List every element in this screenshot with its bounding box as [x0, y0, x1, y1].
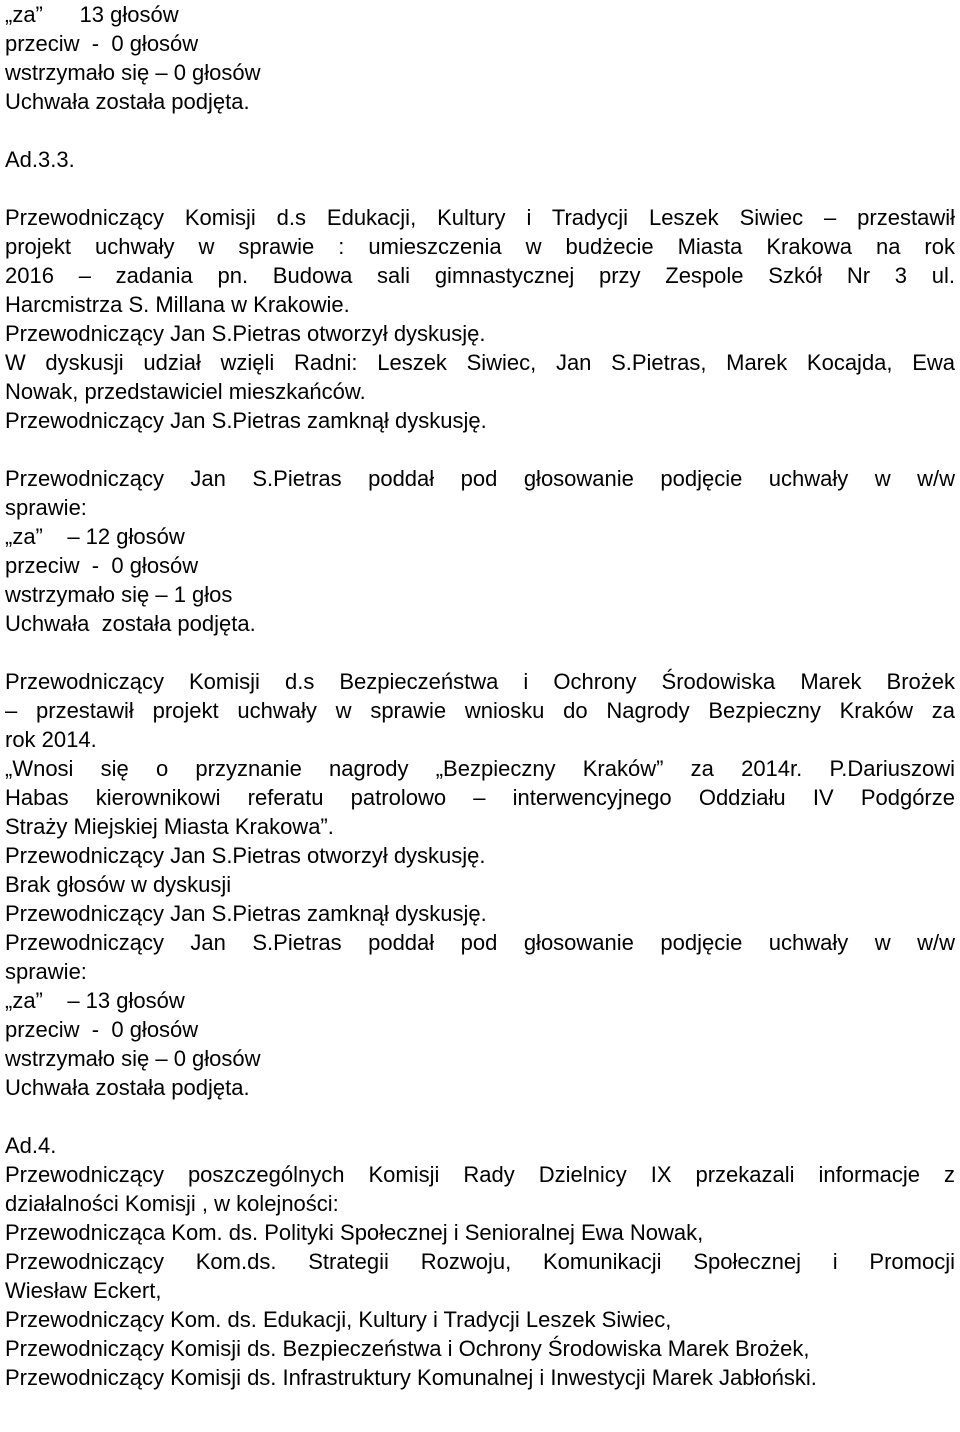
ad4-committee-item: Przewodniczący Kom.ds. Strategii Rozwoju, Komunikacji Społecznej i Promocji: [5, 1249, 955, 1274]
ad33-intro-line: Przewodniczący Komisji d.s Edukacji, Kultury i Tradycji Leszek Siwiec – przestawił: [5, 205, 955, 230]
award-wnosi-line: Straży Miejskiej Miasta Krakowa”.: [5, 814, 334, 839]
ad33-vote-result: Uchwała została podjęta.: [5, 611, 256, 636]
ad4-intro-line: działalności Komisji , w kolejności:: [5, 1191, 339, 1216]
ad33-sprawie: sprawie:: [5, 495, 87, 520]
award-vote-wstrzymalo: wstrzymało się – 0 głosów: [5, 1046, 261, 1071]
award-no-voices: Brak głosów w dyskusji: [5, 872, 232, 897]
ad33-vote-intro: Przewodniczący Jan S.Pietras poddał pod głosowanie podjęcie uchwały w w/w: [5, 466, 955, 491]
vote1-result: Uchwała została podjęta.: [5, 89, 250, 114]
award-discussion-opened: Przewodniczący Jan S.Pietras otworzył dyskusję.: [5, 843, 486, 868]
award-wnosi-line: Habas kierownikowi referatu patrolowo – interwencyjnego Oddziału IV Podgórze: [5, 785, 955, 810]
ad33-discussion-line: Nowak, przedstawiciel mieszkańców.: [5, 379, 366, 404]
award-wnosi-line: „Wnosi się o przyznanie nagrody „Bezpieczny Kraków” za 2014r. P.Dariuszowi: [5, 756, 955, 781]
ad33-discussion-opened: Przewodniczący Jan S.Pietras otworzył dyskusję.: [5, 321, 486, 346]
award-vote-intro: Przewodniczący Jan S.Pietras poddał pod głosowanie podjęcie uchwały w w/w: [5, 930, 955, 955]
ad33-discussion-line: W dyskusji udział wzięli Radni: Leszek Siwiec, Jan S.Pietras, Marek Kocajda, Ewa: [5, 350, 955, 375]
document-page: [5, 0, 955, 1392]
ad33-vote-za: „za” – 12 głosów: [5, 524, 185, 549]
ad33-intro-line: projekt uchwały w sprawie : umieszczenia w budżecie Miasta Krakowa na rok: [5, 234, 955, 259]
spacer: [5, 1102, 955, 1131]
award-vote-przeciw: przeciw - 0 głosów: [5, 1017, 199, 1042]
vote1-wstrzymalo: wstrzymało się – 0 głosów: [5, 60, 261, 85]
ad33-heading: Ad.3.3.: [5, 147, 75, 172]
spacer: [5, 638, 955, 667]
ad4-committee-item: Przewodniczący Komisji ds. Bezpieczeństwa i Ochrony Środowiska Marek Brożek,: [5, 1336, 810, 1361]
ad4-committee-item: Przewodnicząca Kom. ds. Polityki Społecznej i Senioralnej Ewa Nowak,: [5, 1220, 704, 1245]
ad4-intro-line: Przewodniczący poszczególnych Komisji Rady Dzielnicy IX przekazali informacje z: [5, 1162, 955, 1187]
ad33-vote-wstrzymalo: wstrzymało się – 1 głos: [5, 582, 233, 607]
ad4-committee-item: Wiesław Eckert,: [5, 1278, 162, 1303]
vote1-przeciw: przeciw - 0 głosów: [5, 31, 199, 56]
ad33-discussion-closed: Przewodniczący Jan S.Pietras zamknął dyskusję.: [5, 408, 487, 433]
ad33-vote-przeciw: przeciw - 0 głosów: [5, 553, 199, 578]
award-vote-za: „za” – 13 głosów: [5, 988, 185, 1013]
award-intro-line: – przestawił projekt uchwały w sprawie wniosku do Nagrody Bezpieczny Kraków za: [5, 698, 955, 723]
award-discussion-closed: Przewodniczący Jan S.Pietras zamknął dyskusję.: [5, 901, 487, 926]
award-vote-result: Uchwała została podjęta.: [5, 1075, 250, 1100]
award-intro-line: rok 2014.: [5, 727, 97, 752]
ad4-committee-item: Przewodniczący Komisji ds. Infrastruktury Komunalnej i Inwestycji Marek Jabłoński.: [5, 1365, 817, 1390]
spacer: [5, 116, 955, 145]
ad33-intro-line: Harcmistrza S. Millana w Krakowie.: [5, 292, 350, 317]
spacer: [5, 174, 955, 203]
award-sprawie: sprawie:: [5, 959, 87, 984]
ad4-heading: Ad.4.: [5, 1133, 57, 1158]
ad33-intro-line: 2016 – zadania pn. Budowa sali gimnastycznej przy Zespole Szkół Nr 3 ul.: [5, 263, 955, 288]
vote1-za: „za” 13 głosów: [5, 2, 179, 27]
spacer: [5, 435, 955, 464]
ad4-committee-item: Przewodniczący Kom. ds. Edukacji, Kultury i Tradycji Leszek Siwiec,: [5, 1307, 672, 1332]
award-intro-line: Przewodniczący Komisji d.s Bezpieczeństwa i Ochrony Środowiska Marek Brożek: [5, 669, 955, 694]
